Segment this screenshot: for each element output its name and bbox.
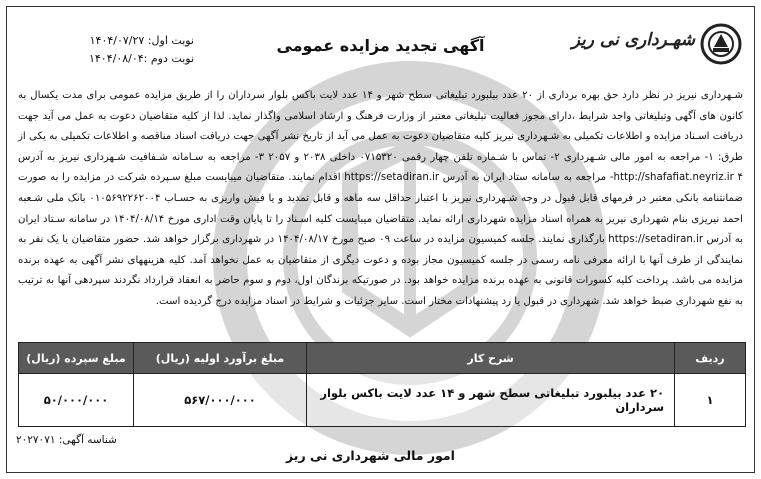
header-description: شرح کار xyxy=(307,343,675,374)
items-table xyxy=(18,342,746,427)
table-row xyxy=(19,374,746,427)
header-row-number: ردیف xyxy=(675,343,746,374)
publish-date-second: نوبت دوم :۱۴۰۴/۰۸/۰۴ xyxy=(88,52,194,65)
logo-text: شهـرداری نی ریز xyxy=(571,30,695,50)
publish-dates xyxy=(24,32,194,68)
ad-body-paragraph: شـهرداری نیریز در نظر دارد حق بهره برداری از ۲۰ عدد بیلبورد تبلیغاتی سطح شهر و ۱۴ عدد لایت باکس بلوار سرداران را از طریق مزایده عمومی برای مدت یکسال به کانون های آگهی وتبلیغاتی واجد شرایط ،دارای مجوز فعالیت تبلیغاتی معتبر از وزارت فرهنگ و ارشاد اسلامی واگذار نماید. لذا از کلیه متقاضیان دعوت به عمل می آید جهت دریافت اسـناد مزایده و اطلاعات تکمیلی به شـهرداری نیریز کلیه متقاضیان دعوت به عمل می آید از تاریخ نشر آگهی جهت دریافت اسناد مناقصه و اطلاعات تکمیلی به یکی از طرق: ۱- مراجعه به امور مالی شـهرداری ۲- تماس با شـماره تلفن چهار رقمی ۰۷۱۵۳۲۰ داخلی ۲۰۳۸ و ۲۰۵۷ ۳- مراجعه به سـامانه شـفافیت شـهرداری نیریز به آدرس http://shafafiat.neyriz.ir ۴- مراجعه به سامانه ستاد ایران به آدرس https://setadiran.ir اقدام نمایند. متقاضیان میبایست مبلغ سـپرده شرکت در مزایده را به صورت ضمانتنامه بانکی معتبر در فرمهای قابل قبول در وجه شـهرداری نیریز با اعتبار حداقل سه ماهه و قابل تمدید و یا فیش واریزی به حسـاب ۰۱۰۵۶۹۲۲۶۲۰۰۴ بانک ملی شـعبه احمد نیریزی بنام شهرداری نیریز به همراه اسناد مزایده شهرداری ارائه نماید. متقاضیان میبایست کلیه اسـناد را تا پایان وقت اداری مورخ ۱۴۰۴/۰۸/۱۴ در سامانه سـتاد ایران به آدرس https://setadiran.ir بارگذاری نمایند. جلسه کمیسیون مزایده در ساعت ۰۹ صبح مورخ ۱۴۰۴/۰۸/۱۷ در شهرداری برگزار خواهد شد. حضور متقاضیان یا یک نفر به نمایندگی از طرف آنها با ارائه معرفی نامه رسمی در جلسه کمیسیون مجاز بوده و دعوت دیگری از متقاضیان به عمل نخواهد آمد. کلیه هزینههای نشر آگهی به عهده برنده مزایده می باشد. پرداخت کلیه کسورات قانونی به عهده برنده مزایده خواهد بود. در صورتیکه برندگان اول، دوم و سوم حاضر به انعقاد قرارداد نگردند سپردهی آنها به ترتیب به نفع شهرداری ضبط خواهد شد. شهرداری در قبول یا رد پیشنهادات مختار است. سایر جزئیات و شرایط در اسناد مزایده درج گردیده است. xyxy=(18,90,744,307)
header-deposit: مبلغ سپرده (ریال) xyxy=(19,343,134,374)
cell-row-number: ۱ xyxy=(675,374,746,427)
signature: امور مالی شهرداری نی ریز xyxy=(286,448,455,463)
page-title: آگهی تجدید مزایده عمومی xyxy=(276,36,485,55)
publish-date-first: نوبت اول: ۱۴۰۴/۰۷/۲۷ xyxy=(89,34,194,47)
cell-description: ۲۰ عدد بیلبورد تبلیغاتی سطح شهر و ۱۴ عدد لایت باکس بلوار سرداران xyxy=(307,374,675,427)
ad-header xyxy=(10,10,751,80)
table-header-row xyxy=(19,343,746,374)
cell-deposit: ۵۰/۰۰۰/۰۰۰ xyxy=(19,374,134,427)
cell-base-price: ۵۶۷/۰۰۰/۰۰۰ xyxy=(134,374,307,427)
ad-id: شناسه آگهی: ۲۰۲۷۰۷۱ xyxy=(16,434,117,446)
header-base-price: مبلغ برآورد اولیه (ریال) xyxy=(134,343,307,374)
